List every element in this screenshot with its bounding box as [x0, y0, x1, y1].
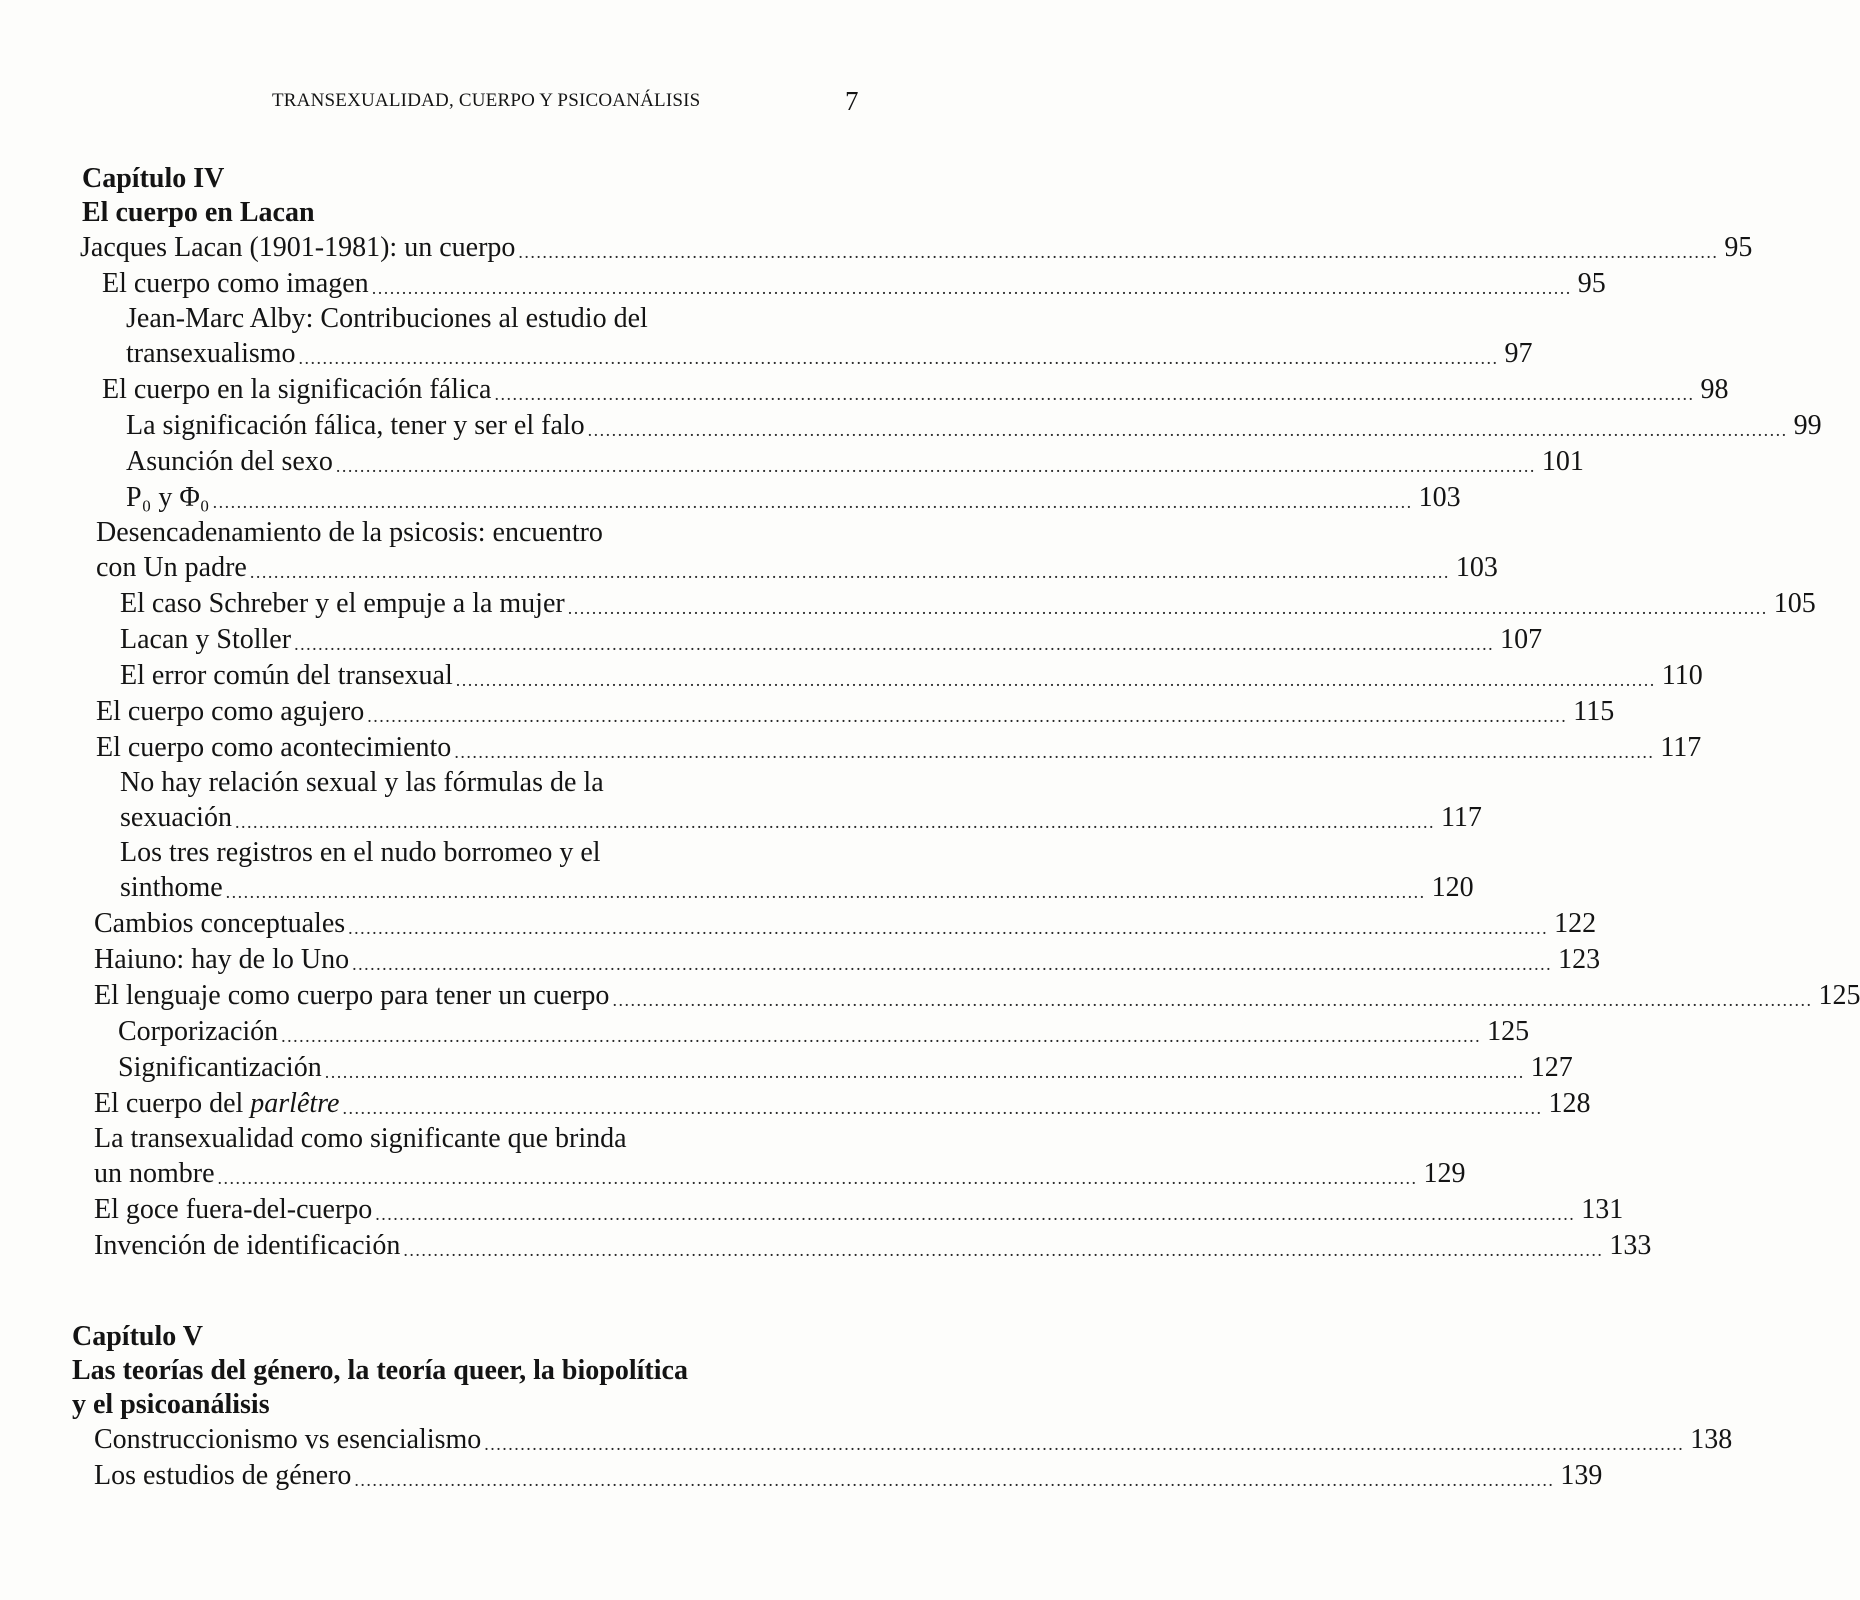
toc-entry — [94, 1228, 1652, 1264]
toc-entry — [120, 622, 1543, 658]
chapter-label: Capítulo V — [72, 1321, 203, 1352]
toc-entry-page: 125 — [1487, 1016, 1530, 1047]
toc-entry — [118, 1014, 1530, 1050]
toc-entry-page: 117 — [1440, 802, 1482, 833]
toc-entry — [94, 942, 1601, 978]
dot-leader: ........................................................................................................................................................................................................ — [367, 706, 1568, 726]
toc-entry-title: un nombre — [94, 1158, 215, 1189]
toc-entry — [126, 480, 1461, 516]
toc-entry-title: transexualismo — [126, 338, 296, 369]
dot-leader: ........................................................................................................................................................................................................ — [217, 1168, 1418, 1188]
toc-entry-page: 125 — [1818, 980, 1860, 1011]
toc-entry — [120, 766, 1482, 836]
toc-entry — [94, 978, 1860, 1014]
toc-entry — [96, 694, 1615, 730]
dot-leader: ........................................................................................................................................................................................................ — [249, 562, 1450, 582]
toc-entry — [120, 586, 1816, 622]
toc-entry-title: El cuerpo como agujero — [96, 696, 365, 727]
toc-entry — [126, 408, 1822, 444]
toc-entry-title: Corporización — [118, 1016, 279, 1047]
toc-entry-title: El lenguaje como cuerpo para tener un cuerpo — [94, 980, 610, 1011]
toc-entry-page: 97 — [1504, 338, 1533, 369]
toc-entry — [126, 444, 1584, 480]
dot-leader: ........................................................................................................................................................................................................ — [225, 882, 1426, 902]
toc-entry-page: 103 — [1455, 552, 1498, 583]
toc-entry-title: El cuerpo como acontecimiento — [96, 732, 452, 763]
toc-entry-title: Cambios conceptuales — [94, 908, 346, 939]
toc-entry-title: con Un padre — [96, 552, 247, 583]
toc-entry — [96, 516, 1498, 586]
dot-leader: ........................................................................................................................................................................................................ — [587, 420, 1788, 440]
chapter-title-line2: y el psicoanálisis — [72, 1389, 270, 1420]
dot-leader: ........................................................................................................................................................................................................ — [567, 598, 1768, 618]
toc-entry-title: sinthome — [120, 872, 223, 903]
running-title: TRANSEXUALIDAD, CUERPO Y PSICOANÁLISIS — [272, 90, 701, 111]
toc-entry-title: Los estudios de género — [94, 1460, 352, 1491]
dot-leader: ........................................................................................................................................................................................................ — [294, 634, 1495, 654]
toc-entry-title: El cuerpo en la significación fálica — [102, 374, 492, 405]
toc-entry-page: 122 — [1554, 908, 1597, 939]
toc-entry-title: sexuación — [120, 802, 232, 833]
dot-leader: ........................................................................................................................................................................................................ — [494, 384, 1695, 404]
toc-entry-page: 105 — [1773, 588, 1816, 619]
toc-entry — [102, 372, 1729, 408]
toc-entry-page: 139 — [1560, 1460, 1603, 1491]
toc-entry-page: 128 — [1548, 1088, 1591, 1119]
dot-leader: ........................................................................................................................................................................................................ — [354, 1470, 1555, 1490]
toc-entry — [80, 230, 1753, 266]
toc-entry — [94, 1422, 1733, 1458]
toc-entry-title: El goce fuera-del-cuerpo — [94, 1194, 373, 1225]
toc-entry-title-line1: Desencadenamiento de la psicosis: encuentro — [96, 517, 603, 548]
toc-entry-title: El cuerpo como imagen — [102, 268, 369, 299]
dot-leader: ........................................................................................................................................................................................................ — [454, 742, 1655, 762]
toc-entry-title: El cuerpo del parlêtre — [94, 1088, 340, 1119]
toc-entry-page: 133 — [1609, 1230, 1652, 1261]
toc-entry — [120, 836, 1474, 906]
chapter-4-section — [0, 162, 1860, 1264]
toc-entry-page: 110 — [1661, 660, 1703, 691]
dot-leader: ........................................................................................................................................................................................................ — [455, 670, 1656, 690]
toc-entry-title: Construccionismo vs esencialismo — [94, 1424, 482, 1455]
toc-entry-page: 123 — [1558, 944, 1601, 975]
toc-entry — [96, 730, 1702, 766]
toc-entry-title: El caso Schreber y el empuje a la mujer — [120, 588, 565, 619]
toc-entry-page: 101 — [1541, 446, 1584, 477]
toc-entry-page: 131 — [1581, 1194, 1624, 1225]
dot-leader: ........................................................................................................................................................................................................ — [352, 954, 1553, 974]
dot-leader: ........................................................................................................................................................................................................ — [212, 492, 1413, 512]
toc-entry — [120, 658, 1703, 694]
toc-entry-italic-term: parlêtre — [250, 1088, 340, 1119]
chapter-title-line1: Las teorías del género, la teoría queer, la biopolítica — [72, 1355, 688, 1386]
dot-leader: ........................................................................................................................................................................................................ — [342, 1098, 1543, 1118]
dot-leader: ........................................................................................................................................................................................................ — [335, 456, 1536, 476]
toc-list — [0, 1422, 1733, 1494]
dot-leader: ........................................................................................................................................................................................................ — [324, 1062, 1525, 1082]
toc-entry-page: 138 — [1690, 1424, 1733, 1455]
toc-entry — [94, 1192, 1624, 1228]
dot-leader: ........................................................................................................................................................................................................ — [403, 1240, 1604, 1260]
dot-leader: ........................................................................................................................................................................................................ — [298, 348, 1499, 368]
toc-entry-title: Jacques Lacan (1901-1981): un cuerpo — [80, 232, 516, 263]
dot-leader: ........................................................................................................................................................................................................ — [348, 918, 1549, 938]
toc-entry-title-line1: No hay relación sexual y las fórmulas de la — [120, 767, 604, 798]
dot-leader: ........................................................................................................................................................................................................ — [281, 1026, 1482, 1046]
toc-entry-title: La significación fálica, tener y ser el falo — [126, 410, 585, 441]
toc-entry — [94, 1458, 1603, 1494]
chapter-title: El cuerpo en Lacan — [82, 197, 315, 228]
toc-entry-title: Significantización — [118, 1052, 322, 1083]
dot-leader: ........................................................................................................................................................................................................ — [375, 1204, 1576, 1224]
toc-entry-page: 129 — [1423, 1158, 1466, 1189]
toc-entry-page: 117 — [1660, 732, 1702, 763]
toc-entry-title: El error común del transexual — [120, 660, 453, 691]
toc-entry-page: 127 — [1530, 1052, 1573, 1083]
toc-entry-page: 120 — [1431, 872, 1474, 903]
toc-entry — [126, 302, 1533, 372]
dot-leader: ........................................................................................................................................................................................................ — [612, 990, 1813, 1010]
toc-entry-page: 95 — [1724, 232, 1753, 263]
page-number: 7 — [845, 86, 859, 116]
toc-entry-page: 98 — [1700, 374, 1729, 405]
chapter-5-section — [0, 1320, 1733, 1494]
toc-entry-page: 99 — [1793, 410, 1822, 441]
toc-entry-title: P₀ y Φ₀ — [126, 482, 210, 513]
toc-entry-page: 95 — [1577, 268, 1606, 299]
toc-entry — [94, 1086, 1591, 1122]
toc-entry-page: 103 — [1418, 482, 1461, 513]
toc-entry-title-line1: Jean-Marc Alby: Contribuciones al estudio del — [126, 303, 648, 334]
toc-list — [0, 230, 1860, 1264]
dot-leader: ........................................................................................................................................................................................................ — [484, 1434, 1685, 1454]
dot-leader: ........................................................................................................................................................................................................ — [234, 812, 1435, 832]
dot-leader: ........................................................................................................................................................................................................ — [371, 278, 1572, 298]
dot-leader: ........................................................................................................................................................................................................ — [518, 242, 1719, 262]
toc-entry-title: Invención de identificación — [94, 1230, 401, 1261]
toc-entry-title-line1: Los tres registros en el nudo borromeo y el — [120, 837, 601, 868]
toc-entry — [118, 1050, 1573, 1086]
chapter-label: Capítulo IV — [82, 163, 225, 194]
toc-entry — [102, 266, 1606, 302]
toc-entry-page: 115 — [1573, 696, 1615, 727]
toc-entry-title-line1: La transexualidad como significante que brinda — [94, 1123, 627, 1154]
toc-entry-title: Haiuno: hay de lo Uno — [94, 944, 350, 975]
toc-entry — [94, 906, 1597, 942]
toc-entry-title: Lacan y Stoller — [120, 624, 292, 655]
toc-entry — [94, 1122, 1466, 1192]
toc-entry-page: 107 — [1500, 624, 1543, 655]
toc-entry-title: Asunción del sexo — [126, 446, 333, 477]
